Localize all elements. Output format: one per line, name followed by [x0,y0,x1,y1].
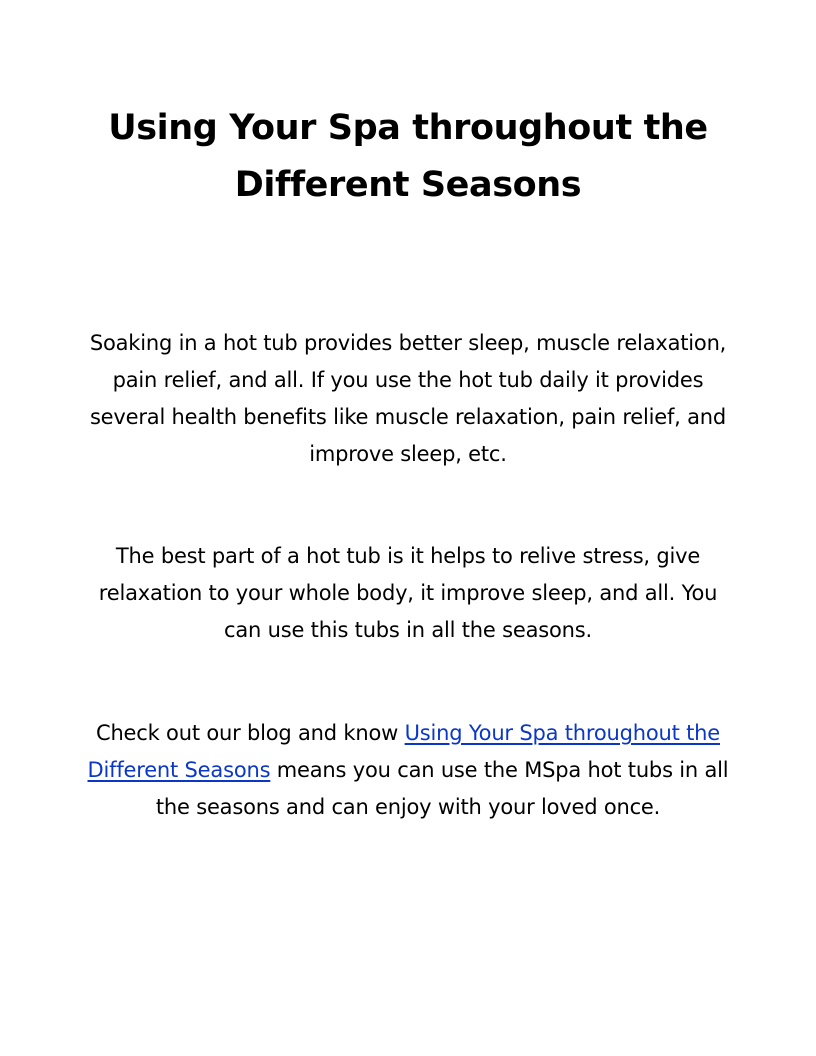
paragraph-blog [80,715,736,826]
paragraph-blog-outro: means you can use the MSpa hot tubs in all the seasons and can enjoy with your loved once. [155,758,729,819]
paragraph-benefits: Soaking in a hot tub provides better sleep, muscle relaxation, pain relief, and all. If you use the hot tub daily it provides several health benefits like muscle relaxation, pain relief, and improve sleep, etc. [89,331,727,466]
page-title: Using Your Spa throughout the Different Seasons [108,108,708,205]
paragraph-blog-intro: Check out our blog and know [95,721,405,745]
paragraph-best-part: The best part of a hot tub is it helps to relive stress, give relaxation to your whole body, it improve sleep, and all. You can use this tubs in all the seasons. [98,544,718,642]
blog-link[interactable]: Using Your Spa throughout the Different Seasons [87,721,720,782]
